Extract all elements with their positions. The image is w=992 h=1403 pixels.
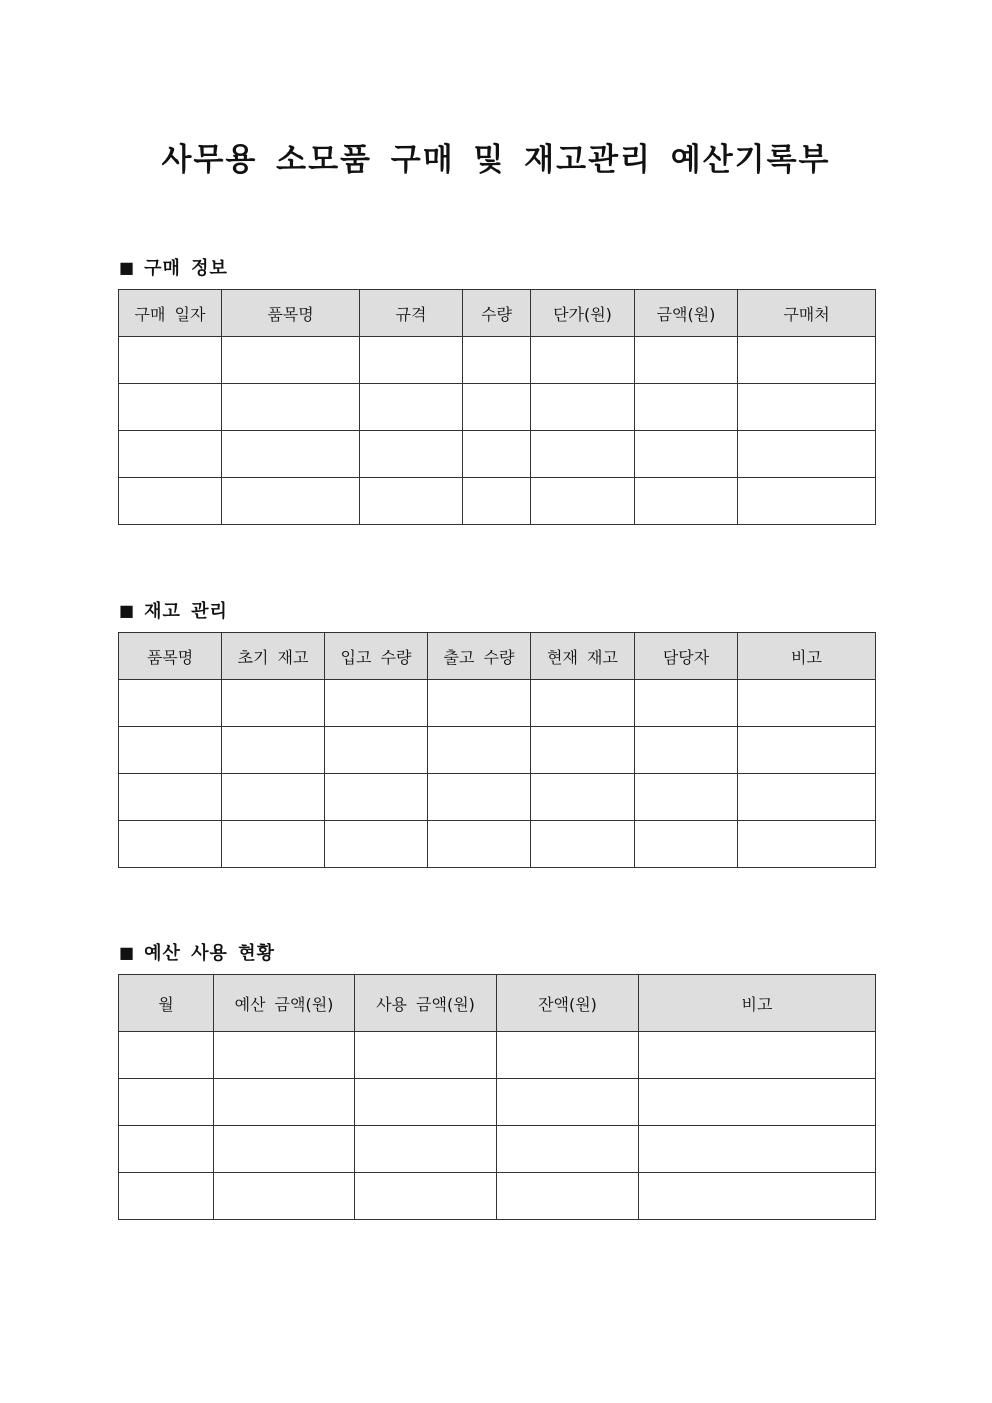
section-title: 예산 사용 현황 — [144, 943, 275, 964]
column-header: 월 — [119, 975, 214, 1032]
table-cell[interactable] — [119, 337, 222, 384]
table-cell[interactable] — [222, 478, 360, 525]
table-cell[interactable] — [222, 774, 325, 821]
table-row — [119, 478, 876, 525]
table-cell[interactable] — [738, 431, 876, 478]
table-cell[interactable] — [463, 337, 531, 384]
table-cell[interactable] — [119, 1032, 214, 1079]
section-heading-inventory — [119, 597, 228, 623]
table-cell[interactable] — [531, 478, 635, 525]
table-cell[interactable] — [531, 337, 635, 384]
table-row — [119, 1032, 876, 1079]
table-cell[interactable] — [119, 821, 222, 868]
table-cell[interactable] — [325, 727, 428, 774]
table-cell[interactable] — [119, 478, 222, 525]
page-title: 사무용 소모품 구매 및 재고관리 예산기록부 — [161, 142, 831, 178]
table-cell[interactable] — [428, 680, 531, 727]
table-cell[interactable] — [428, 774, 531, 821]
column-header: 단가(원) — [531, 290, 635, 337]
table-cell[interactable] — [119, 727, 222, 774]
table-row — [119, 774, 876, 821]
table-cell[interactable] — [119, 1126, 214, 1173]
table-cell[interactable] — [355, 1173, 497, 1220]
square-bullet-icon: ■ — [119, 600, 136, 620]
table-cell[interactable] — [738, 821, 876, 868]
table-row — [119, 1079, 876, 1126]
table-cell[interactable] — [355, 1079, 497, 1126]
table-cell[interactable] — [635, 774, 738, 821]
table-cell[interactable] — [428, 727, 531, 774]
table-cell[interactable] — [738, 727, 876, 774]
column-header: 담당자 — [635, 633, 738, 680]
table-cell[interactable] — [531, 821, 635, 868]
table-cell[interactable] — [325, 774, 428, 821]
column-header: 금액(원) — [635, 290, 738, 337]
table-cell[interactable] — [463, 478, 531, 525]
table-cell[interactable] — [119, 1173, 214, 1220]
table-row — [119, 727, 876, 774]
table-cell[interactable] — [325, 821, 428, 868]
table-row — [119, 821, 876, 868]
table-header-row — [119, 290, 876, 337]
table-cell[interactable] — [635, 431, 738, 478]
table-cell[interactable] — [119, 1079, 214, 1126]
table-cell[interactable] — [355, 1032, 497, 1079]
table-cell[interactable] — [222, 431, 360, 478]
table-cell[interactable] — [497, 1173, 639, 1220]
column-header: 비고 — [738, 633, 876, 680]
square-bullet-icon: ■ — [119, 257, 136, 277]
section-title: 구매 정보 — [144, 258, 228, 279]
table-cell[interactable] — [355, 1126, 497, 1173]
table-cell[interactable] — [531, 680, 635, 727]
column-header: 구매 일자 — [119, 290, 222, 337]
table-cell[interactable] — [738, 384, 876, 431]
table-cell[interactable] — [497, 1079, 639, 1126]
table-cell[interactable] — [214, 1126, 355, 1173]
table-cell[interactable] — [222, 384, 360, 431]
table-cell[interactable] — [639, 1079, 876, 1126]
table-cell[interactable] — [360, 384, 463, 431]
section-title: 재고 관리 — [144, 601, 228, 622]
table-cell[interactable] — [531, 727, 635, 774]
section-heading-purchase — [119, 254, 228, 280]
table-row — [119, 337, 876, 384]
table-row — [119, 680, 876, 727]
table-cell[interactable] — [531, 431, 635, 478]
table-cell[interactable] — [738, 337, 876, 384]
table-cell[interactable] — [635, 727, 738, 774]
column-header: 입고 수량 — [325, 633, 428, 680]
column-header: 품목명 — [119, 633, 222, 680]
table-cell[interactable] — [119, 431, 222, 478]
section-heading-budget — [119, 939, 275, 965]
table-cell[interactable] — [222, 821, 325, 868]
table-row — [119, 384, 876, 431]
table-cell[interactable] — [119, 384, 222, 431]
table-cell[interactable] — [214, 1032, 355, 1079]
square-bullet-icon: ■ — [119, 942, 136, 962]
column-header: 출고 수량 — [428, 633, 531, 680]
table-cell[interactable] — [639, 1126, 876, 1173]
column-header: 잔액(원) — [497, 975, 639, 1032]
table-cell[interactable] — [635, 680, 738, 727]
table-cell[interactable] — [497, 1032, 639, 1079]
table-cell[interactable] — [738, 478, 876, 525]
table-cell[interactable] — [360, 337, 463, 384]
table-cell[interactable] — [214, 1079, 355, 1126]
table-cell[interactable] — [635, 478, 738, 525]
table-row — [119, 1173, 876, 1220]
table-cell[interactable] — [635, 821, 738, 868]
table-cell[interactable] — [463, 384, 531, 431]
table-cell[interactable] — [531, 774, 635, 821]
budget-table — [118, 974, 876, 1220]
table-cell[interactable] — [360, 431, 463, 478]
table-cell[interactable] — [639, 1032, 876, 1079]
column-header: 수량 — [463, 290, 531, 337]
table-row — [119, 1126, 876, 1173]
table-header-row — [119, 975, 876, 1032]
column-header: 품목명 — [222, 290, 360, 337]
table-header-row — [119, 633, 876, 680]
table-cell[interactable] — [360, 478, 463, 525]
table-cell[interactable] — [463, 431, 531, 478]
table-cell[interactable] — [222, 680, 325, 727]
column-header: 비고 — [639, 975, 876, 1032]
table-cell[interactable] — [325, 680, 428, 727]
purchase-table — [118, 289, 876, 525]
table-row — [119, 431, 876, 478]
table-cell[interactable] — [428, 821, 531, 868]
table-cell[interactable] — [738, 774, 876, 821]
table-cell[interactable] — [119, 774, 222, 821]
column-header: 예산 금액(원) — [214, 975, 355, 1032]
table-cell[interactable] — [214, 1173, 355, 1220]
table-cell[interactable] — [497, 1126, 639, 1173]
table-cell[interactable] — [738, 680, 876, 727]
inventory-table — [118, 632, 876, 868]
table-cell[interactable] — [119, 680, 222, 727]
column-header: 규격 — [360, 290, 463, 337]
table-cell[interactable] — [222, 337, 360, 384]
column-header: 사용 금액(원) — [355, 975, 497, 1032]
table-cell[interactable] — [222, 727, 325, 774]
column-header: 초기 재고 — [222, 633, 325, 680]
table-cell[interactable] — [635, 384, 738, 431]
column-header: 현재 재고 — [531, 633, 635, 680]
column-header: 구매처 — [738, 290, 876, 337]
table-cell[interactable] — [639, 1173, 876, 1220]
table-cell[interactable] — [635, 337, 738, 384]
table-cell[interactable] — [531, 384, 635, 431]
